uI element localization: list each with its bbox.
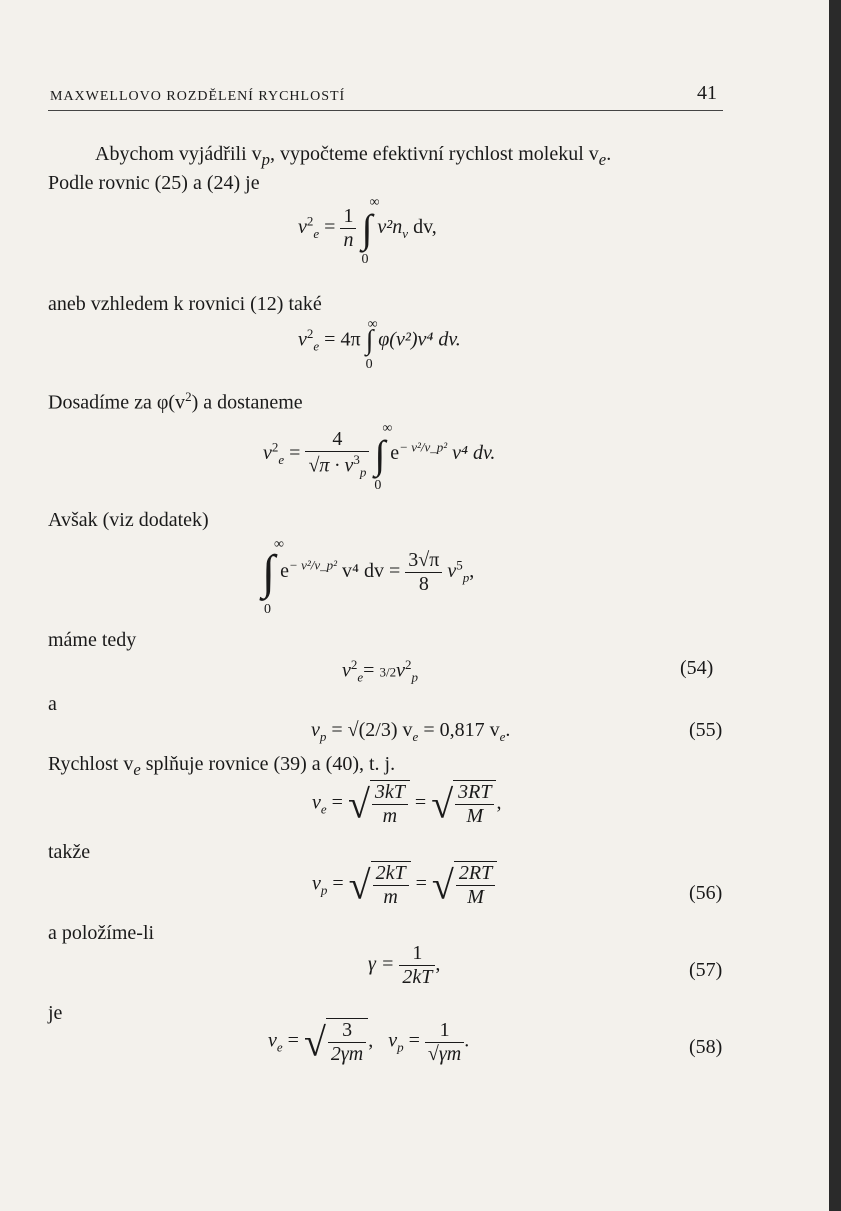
equation-number-55: (55) bbox=[689, 719, 723, 741]
equation-number-56: (56) bbox=[689, 882, 723, 904]
paragraph-vzhledem: aneb vzhledem k rovnici (12) také bbox=[48, 293, 322, 315]
paragraph-rovnice: Podle rovnic (25) a (24) je bbox=[48, 172, 260, 194]
page-number: 41 bbox=[697, 82, 717, 104]
equation-e: $v_e$ = √ $\frac{3kT}{m}$ = √ $\frac{3RT}{M}$ , bbox=[312, 781, 502, 827]
equation-56: $v_p$ = √ $\frac{2kT}{m}$ = √ $\frac{2RT}{M}$ bbox=[312, 861, 497, 921]
paragraph-dosadime: Dosadíme za $\varphi(v^2)$ a dostaneme bbox=[48, 389, 303, 414]
equation-number-57: (57) bbox=[689, 959, 723, 981]
paragraph-avsak: Avšak (viz dodatek) bbox=[48, 509, 209, 531]
paragraph-intro: Abychom vyjádřili $v_p$, vypočteme efektivní rychlost molekul $v_e$. bbox=[95, 143, 612, 169]
paragraph-takze: takže bbox=[48, 841, 91, 863]
paragraph-je: je bbox=[48, 1002, 63, 1024]
equation-58: $v_e$ = √ $\frac{3}{2\gamma m}$ , $v_p$ = $\frac{1}{√\gamma m}$ . bbox=[268, 1018, 470, 1065]
page-binding-edge bbox=[829, 0, 841, 1211]
equation-54: $v^2_e= 3/2v^2_p$ bbox=[342, 657, 418, 685]
equation-b: $v^2_e = 4\pi$ ∫ ∞ 0 φ(v²)v⁴ dv. bbox=[298, 317, 461, 372]
paragraph-rychlost: Rychlost $v_e$ splňuje rovnice (39) a (40), t. j. bbox=[48, 753, 396, 779]
equation-number-54: (54) bbox=[680, 657, 714, 679]
header-rule bbox=[48, 110, 723, 111]
equation-57: γ = $\frac{1}{2kT}$ , bbox=[368, 942, 441, 988]
equation-55: $v_p = √(2/3) v_e = 0,817$ $v_e$. bbox=[311, 719, 511, 744]
equation-d: ∫ ∞ 0 $e^{- v^2/v\_p^2}$ v⁴ dv = $\frac{3√\pi}{8}$ $v^5_p$, bbox=[262, 537, 475, 617]
running-title: MAXWELLOVO ROZDĚLENÍ RYCHLOSTÍ bbox=[50, 89, 346, 104]
equation-c: $v^2_e$ = $\frac{4}{√\pi \cdot v^3_p}$ ∫ ∞ 0 $e^{- v^2/v\_p^2}$ v⁴ dv. bbox=[263, 420, 496, 493]
equation-a: $v^2_e$ = $\frac{1}{n}$ ∫ ∞ 0 $v^2n_v$ dv, bbox=[298, 195, 437, 267]
paragraph-a: a bbox=[48, 693, 57, 715]
paragraph-polozime-li: a položíme-li bbox=[48, 922, 155, 944]
paragraph-mame-tedy: máme tedy bbox=[48, 629, 137, 651]
equation-number-58: (58) bbox=[689, 1036, 723, 1058]
